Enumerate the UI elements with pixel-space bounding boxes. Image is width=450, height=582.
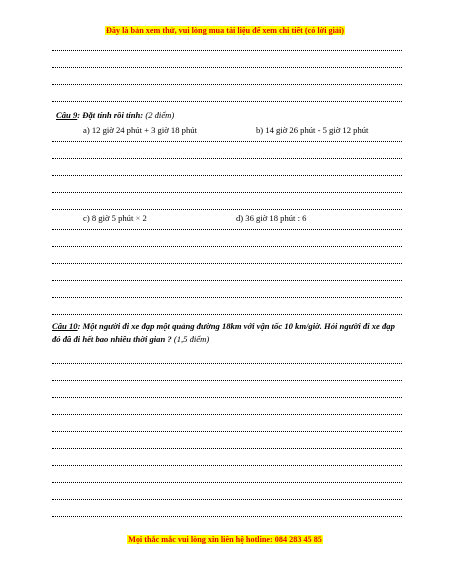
answer-line <box>52 280 402 281</box>
answer-line <box>52 50 402 51</box>
answer-line <box>52 297 402 298</box>
question-9-item-c-multiplier: 2 <box>142 213 147 223</box>
times-symbol: × <box>135 213 141 223</box>
answer-line <box>52 158 402 159</box>
question-9-item-c <box>83 213 147 223</box>
answer-line <box>52 263 402 264</box>
answer-line <box>52 192 402 193</box>
answer-line <box>52 84 402 85</box>
answer-line <box>52 314 402 315</box>
question-9-item-b: b) 14 giờ 26 phút - 5 giờ 12 phút <box>256 125 369 135</box>
answer-line <box>52 465 402 466</box>
answer-line <box>52 499 402 500</box>
question-9-heading <box>56 110 174 120</box>
question-10-points: (1,5 điểm) <box>173 334 210 344</box>
answer-line <box>52 175 402 176</box>
answer-line <box>52 141 402 142</box>
question-10-title: : Một người đi xe đạp một quảng đường 18km với vận tốc 10 km/giờ. Hỏi người đi xe đạp đó đã đi hết bao nhiêu thời gian ? <box>52 321 395 344</box>
answer-line <box>52 229 402 230</box>
answer-line <box>52 101 402 102</box>
question-9-title: : Đặt tính rồi tính: <box>77 110 144 120</box>
question-9-item-c-text: c) 8 giờ 5 phút <box>83 213 134 223</box>
answer-line <box>52 246 402 247</box>
answer-line <box>52 431 402 432</box>
preview-notice-banner <box>0 26 450 35</box>
question-9-points: (2 điểm) <box>145 110 175 120</box>
answer-line <box>52 363 402 364</box>
answer-line <box>52 516 402 517</box>
question-9-item-a: a) 12 giờ 24 phút + 3 giờ 18 phút <box>83 125 197 135</box>
question-9-item-d: d) 36 giờ 18 phút : 6 <box>236 213 307 223</box>
hotline-text: Mọi thắc mắc vui lòng xin liên hệ hotline: 084 283 45 85 <box>128 535 322 544</box>
answer-line <box>52 482 402 483</box>
hotline-banner <box>0 535 450 544</box>
answer-line <box>52 67 402 68</box>
answer-line <box>52 380 402 381</box>
question-10-number: Câu 10 <box>52 321 78 331</box>
answer-line <box>52 209 402 210</box>
question-9-number: Câu 9 <box>56 110 78 120</box>
question-10-heading <box>52 320 404 346</box>
answer-line <box>52 397 402 398</box>
answer-line <box>52 414 402 415</box>
answer-line <box>52 448 402 449</box>
preview-notice-text: Đây là bản xem thử, vui lòng mua tài liệu để xem chi tiết (có lời giải) <box>105 26 344 35</box>
